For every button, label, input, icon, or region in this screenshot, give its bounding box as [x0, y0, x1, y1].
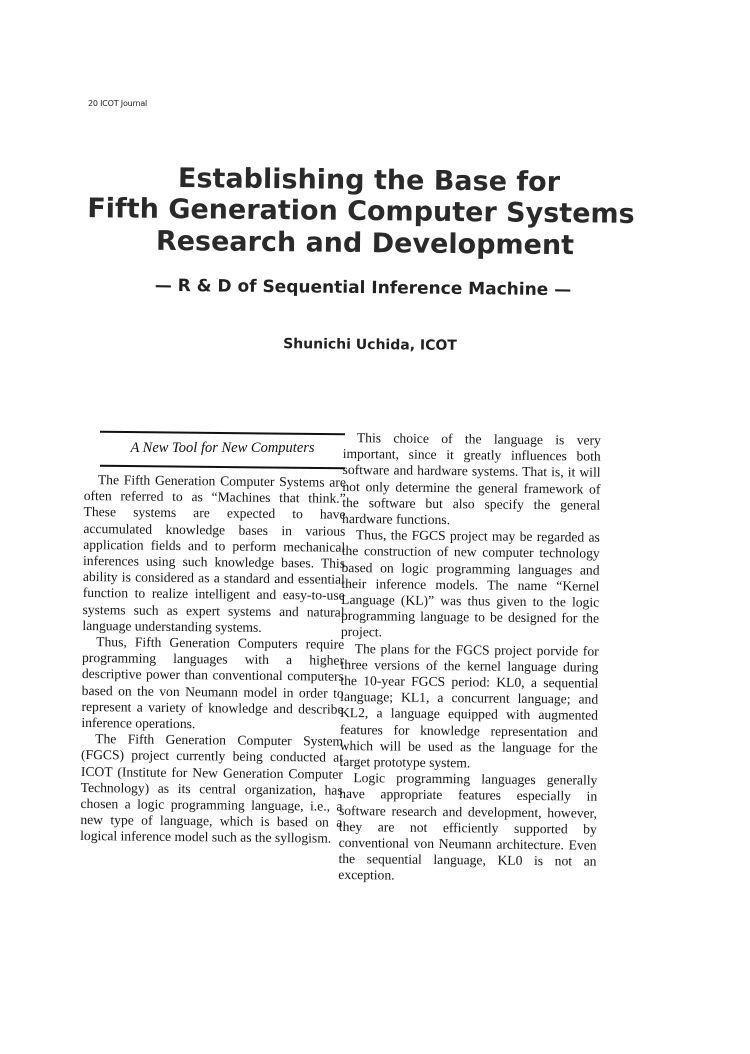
title-line-1: Establishing the Base for	[177, 163, 561, 198]
paragraph: Thus, Fifth Generation Computers require programming languages with a higher descriptive power than conventional computers based on the von Neumann model in order to represent a variety of knowledge and describe inference operations.	[81, 634, 345, 732]
section-heading: A New Tool for New Computers	[130, 440, 315, 456]
paragraph: This choice of the language is very important, since it greatly influences both software and hardware systems. That is, it will not only determine the general framework of the software but also specify the general hardware functions.	[341, 430, 601, 528]
paragraph: Thus, the FGCS project may be regarded as the construction of new computer technology based on logic programming languages and their inference models. The name “Kernel Language (KL)” was thus given to the logic programming language to be designed for the project.	[340, 527, 600, 640]
left-column	[80, 472, 346, 847]
paragraph: Logic programming languages generally have appropriate features especially in software research and development, however, they are not efficiently supported by conventional von Neumann architecture. Even the sequential language, KL0 is not an exception.	[338, 770, 598, 884]
title-line-2: Fifth Generation Computer Systems	[87, 193, 635, 230]
title-line-3: Research and Development	[155, 225, 575, 262]
running-head: 20 ICOT Journal	[88, 99, 148, 108]
section-rule-top	[100, 431, 345, 435]
paragraph: The Fifth Generation Computer Systems are often referred to as “Machines that think.” These systems are expected to have accumulated knowledge bases in various application fields and to perform mechanical inferences using such knowledge bases. This ability is considered as a standard and essential function to realize intelligent and easy-to-use systems such as expert systems and natural language understanding systems.	[82, 472, 346, 635]
article-subtitle: — R & D of Sequential Inference Machine —	[154, 275, 572, 301]
author-byline: Shunichi Uchida, ICOT	[283, 336, 457, 354]
paragraph: The Fifth Generation Computer System (FGCS) project currently being conducted at ICOT (Institute for New Generation Computer Technology) as its central organization, has chosen a logic programming language, i.e., a new type of language, which is based on a logical inference model such as the syllogism.	[80, 731, 344, 847]
section-rule-bottom	[100, 465, 345, 469]
right-column	[338, 430, 601, 886]
paragraph: The plans for the FGCS project porvide for three versions of the kernel language during the 10-year FGCS period: KL0, a sequential language; KL1, a concurrent language; and KL2, a language equipped with augmented features for knowledge representation and which will be used as the language for the target prototype system.	[339, 640, 599, 771]
